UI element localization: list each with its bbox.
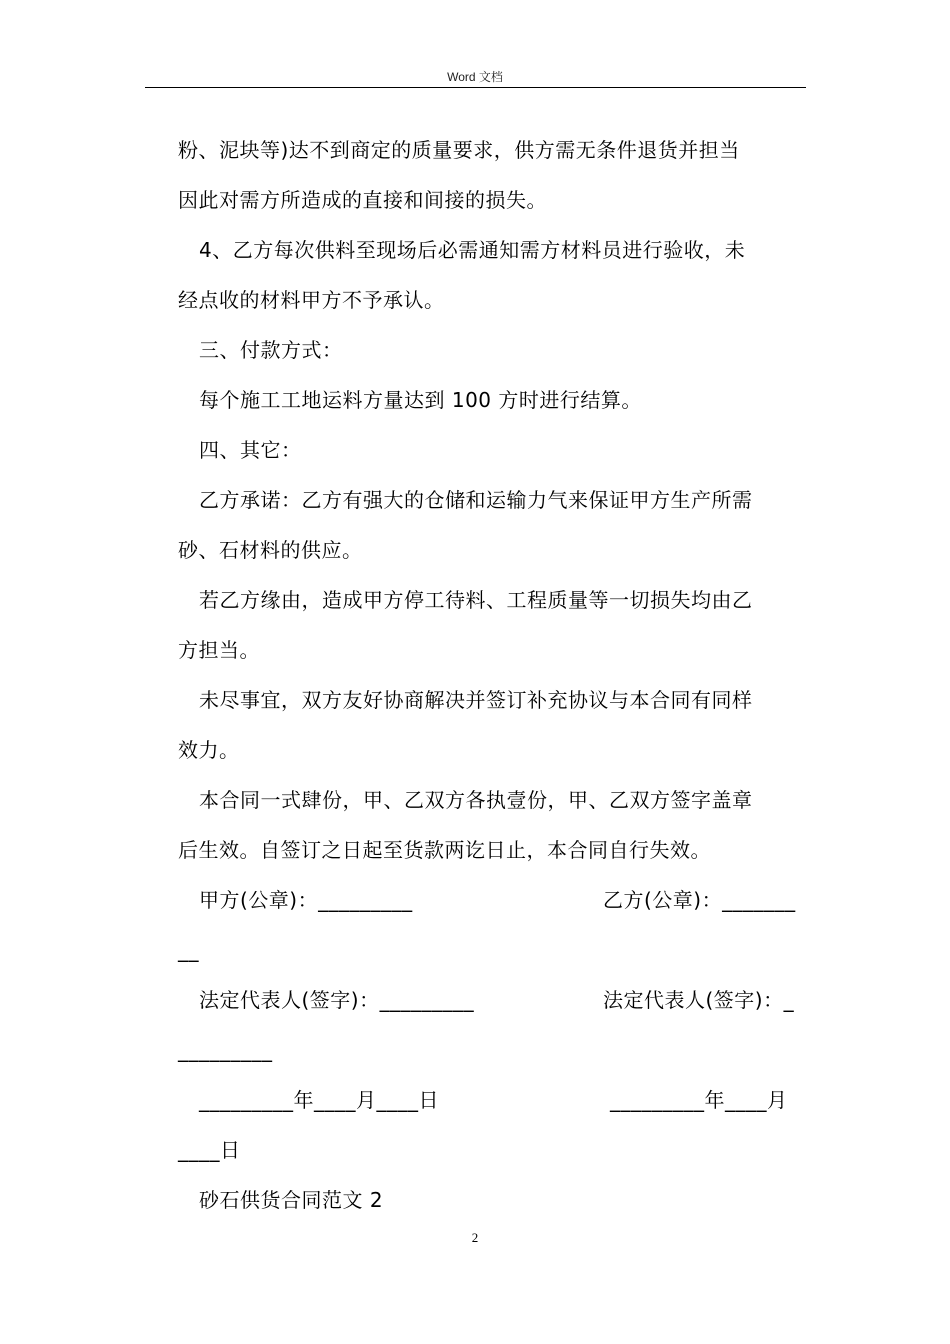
paragraph-line: 本合同一式肆份，甲、乙双方各执壹份，甲、乙双方签字盖章 bbox=[199, 788, 753, 812]
paragraph-line: 4、乙方每次供料至现场后必需通知需方材料员进行验收，未 bbox=[199, 238, 746, 262]
paragraph-line: 粉、泥块等)达不到商定的质量要求，供方需无条件退货并担当 bbox=[178, 138, 740, 162]
party-b-date-field: _________年____月 bbox=[610, 1088, 788, 1112]
section-heading: 三、付款方式： bbox=[199, 338, 343, 362]
next-contract-title: 砂石供货合同范文 2 bbox=[199, 1188, 384, 1212]
page-number: 2 bbox=[471, 1230, 479, 1245]
paragraph-line: 乙方承诺：乙方有强大的仓储和运输力气来保证甲方生产所需 bbox=[199, 488, 753, 512]
page-header: Word 文档 bbox=[447, 70, 503, 84]
party-a-date-field: _________年____月____日 bbox=[199, 1088, 439, 1112]
party-b-representative-field-wrap: _________ bbox=[178, 1038, 273, 1062]
party-b-representative-field: 法定代表人(签字)：_ bbox=[603, 988, 795, 1012]
party-a-representative-field: 法定代表人(签字)：_________ bbox=[199, 988, 475, 1012]
party-b-seal-field-wrap: __ bbox=[178, 938, 199, 962]
party-b-seal-field: 乙方(公章)：_______ bbox=[603, 888, 796, 912]
paragraph-line: 砂、石材料的供应。 bbox=[178, 538, 363, 562]
paragraph-line: 效力。 bbox=[178, 738, 240, 762]
paragraph-line: 经点收的材料甲方不予承认。 bbox=[178, 288, 445, 312]
paragraph-line: 因此对需方所造成的直接和间接的损失。 bbox=[178, 188, 547, 212]
party-a-seal-field: 甲方(公章)：_________ bbox=[199, 888, 413, 912]
paragraph-line: 方担当。 bbox=[178, 638, 260, 662]
paragraph-line: 未尽事宜，双方友好协商解决并签订补充协议与本合同有同样 bbox=[199, 688, 753, 712]
paragraph-line: 每个施工工地运料方量达到 100 方时进行结算。 bbox=[199, 388, 642, 412]
party-b-date-field-wrap: ____日 bbox=[178, 1138, 241, 1162]
paragraph-line: 若乙方缘由，造成甲方停工待料、工程质量等一切损失均由乙 bbox=[199, 588, 753, 612]
paragraph-line: 后生效。自签订之日起至货款两讫日止，本合同自行失效。 bbox=[178, 838, 711, 862]
header-rule bbox=[145, 87, 806, 88]
section-heading: 四、其它： bbox=[199, 438, 302, 462]
